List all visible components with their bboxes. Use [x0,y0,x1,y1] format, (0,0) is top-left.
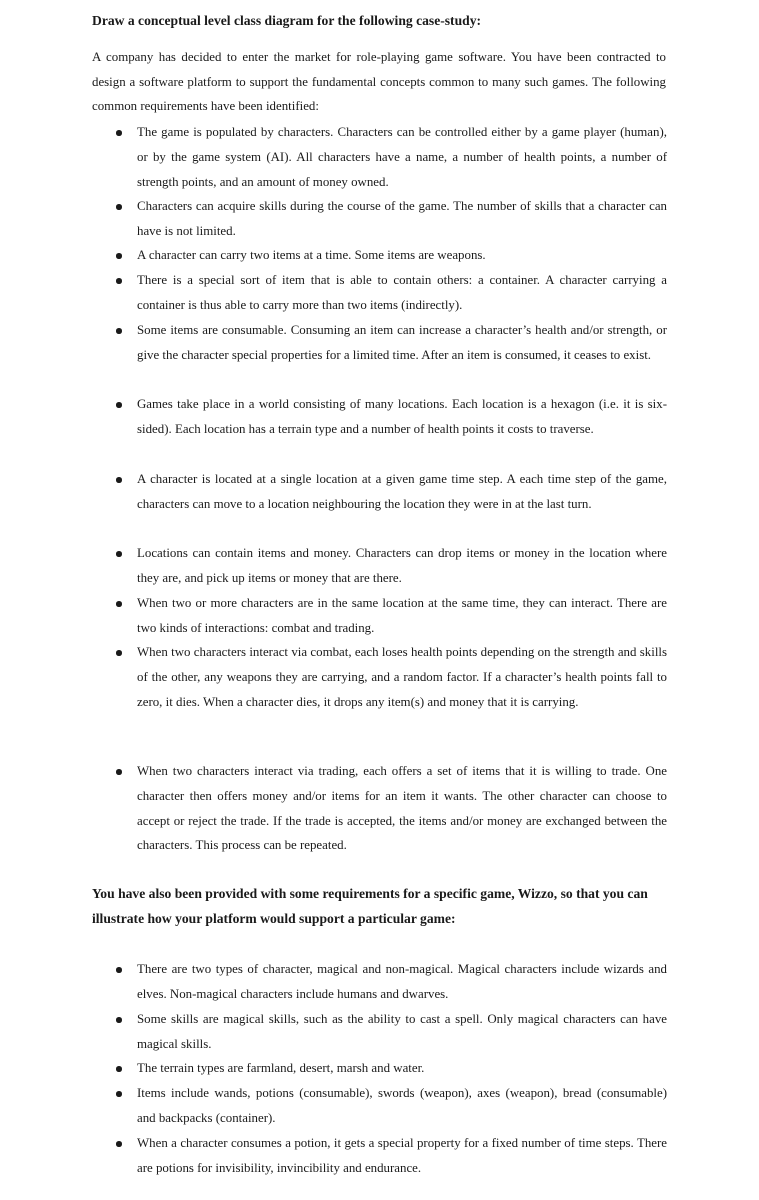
bullet-icon [116,650,122,656]
bullet-icon [116,328,122,334]
list-item: Characters can acquire skills during the course of the game. The number of skills that a character can have is not limited. [137,194,667,244]
bullet-icon [116,1091,122,1097]
bullet-icon [116,601,122,607]
list-item: Games take place in a world consisting of many locations. Each location is a hexagon (i.e. it is six-sided). Each location has a terrain type and a number of health points it costs to traverse. [137,392,667,442]
list-item: When a character consumes a potion, it gets a special property for a fixed number of time steps. There are potions for invisibility, invincibility and endurance. [137,1131,667,1181]
bullet-icon [116,551,122,557]
list-item: There is a special sort of item that is able to contain others: a container. A character carrying a container is thus able to carry more than two items (indirectly). [137,268,667,318]
list-item: A character is located at a single location at a given game time step. A each time step of the game, characters can move to a location neighbouring the location they were in at the last turn. [137,467,667,517]
bullet-icon [116,1066,122,1072]
bullet-icon [116,278,122,284]
bullet-icon [116,130,122,136]
intro-paragraph: A company has decided to enter the market for role-playing game software. You have been contracted to design a software platform to support the fundamental concepts common to many such games. The following common requirements have been identified: [92,50,666,114]
bullet-icon [116,253,122,259]
bullet-icon [116,204,122,210]
bullet-icon [116,402,122,408]
wizzo-heading: You have also been provided with some requirements for a specific game, Wizzo, so that you can illustrate how your platform would support a particular game: [92,886,648,926]
list-item: A character can carry two items at a time. Some items are weapons. [137,243,667,268]
list-item: Locations can contain items and money. Characters can drop items or money in the location where they are, and pick up items or money that are there. [137,541,667,591]
bullet-icon [116,769,122,775]
list-item: The terrain types are farmland, desert, marsh and water. [137,1056,667,1081]
list-item: Some skills are magical skills, such as the ability to cast a spell. Only magical characters can have magical skills. [137,1007,667,1057]
list-item: There are two types of character, magical and non-magical. Magical characters include wizards and elves. Non-magical characters include humans and dwarves. [137,957,667,1007]
bullet-icon [116,477,122,483]
list-item: Some items are consumable. Consuming an item can increase a character’s health and/or strength, or give the character special properties for a limited time. After an item is consumed, it ceases to exist. [137,318,667,368]
list-item: The game is populated by characters. Characters can be controlled either by a game player (human), or by the game system (AI). All characters have a name, a number of health points, a number of strength points, and an amount of money owned. [137,120,667,194]
page-title: Draw a conceptual level class diagram for the following case-study: [92,13,482,28]
bullet-icon [116,1141,122,1147]
bullet-icon [116,967,122,973]
list-item: When two or more characters are in the same location at the same time, they can interact. There are two kinds of interactions: combat and trading. [137,591,667,641]
list-item: Items include wands, potions (consumable), swords (weapon), axes (weapon), bread (consumable) and backpacks (container). [137,1081,667,1131]
list-item: When two characters interact via trading, each offers a set of items that it is willing to trade. One character then offers money and/or items for an item it wants. The other character can choose to accept or reject the trade. If the trade is accepted, the items and/or money are exchanged between the characters. This process can be repeated. [137,759,667,858]
bullet-icon [116,1017,122,1023]
list-item: When two characters interact via combat, each loses health points depending on the strength and skills of the other, any weapons they are carrying, and a random factor. If a character’s health points fall to zero, it dies. When a character dies, it drops any item(s) and money that it is carrying. [137,640,667,714]
